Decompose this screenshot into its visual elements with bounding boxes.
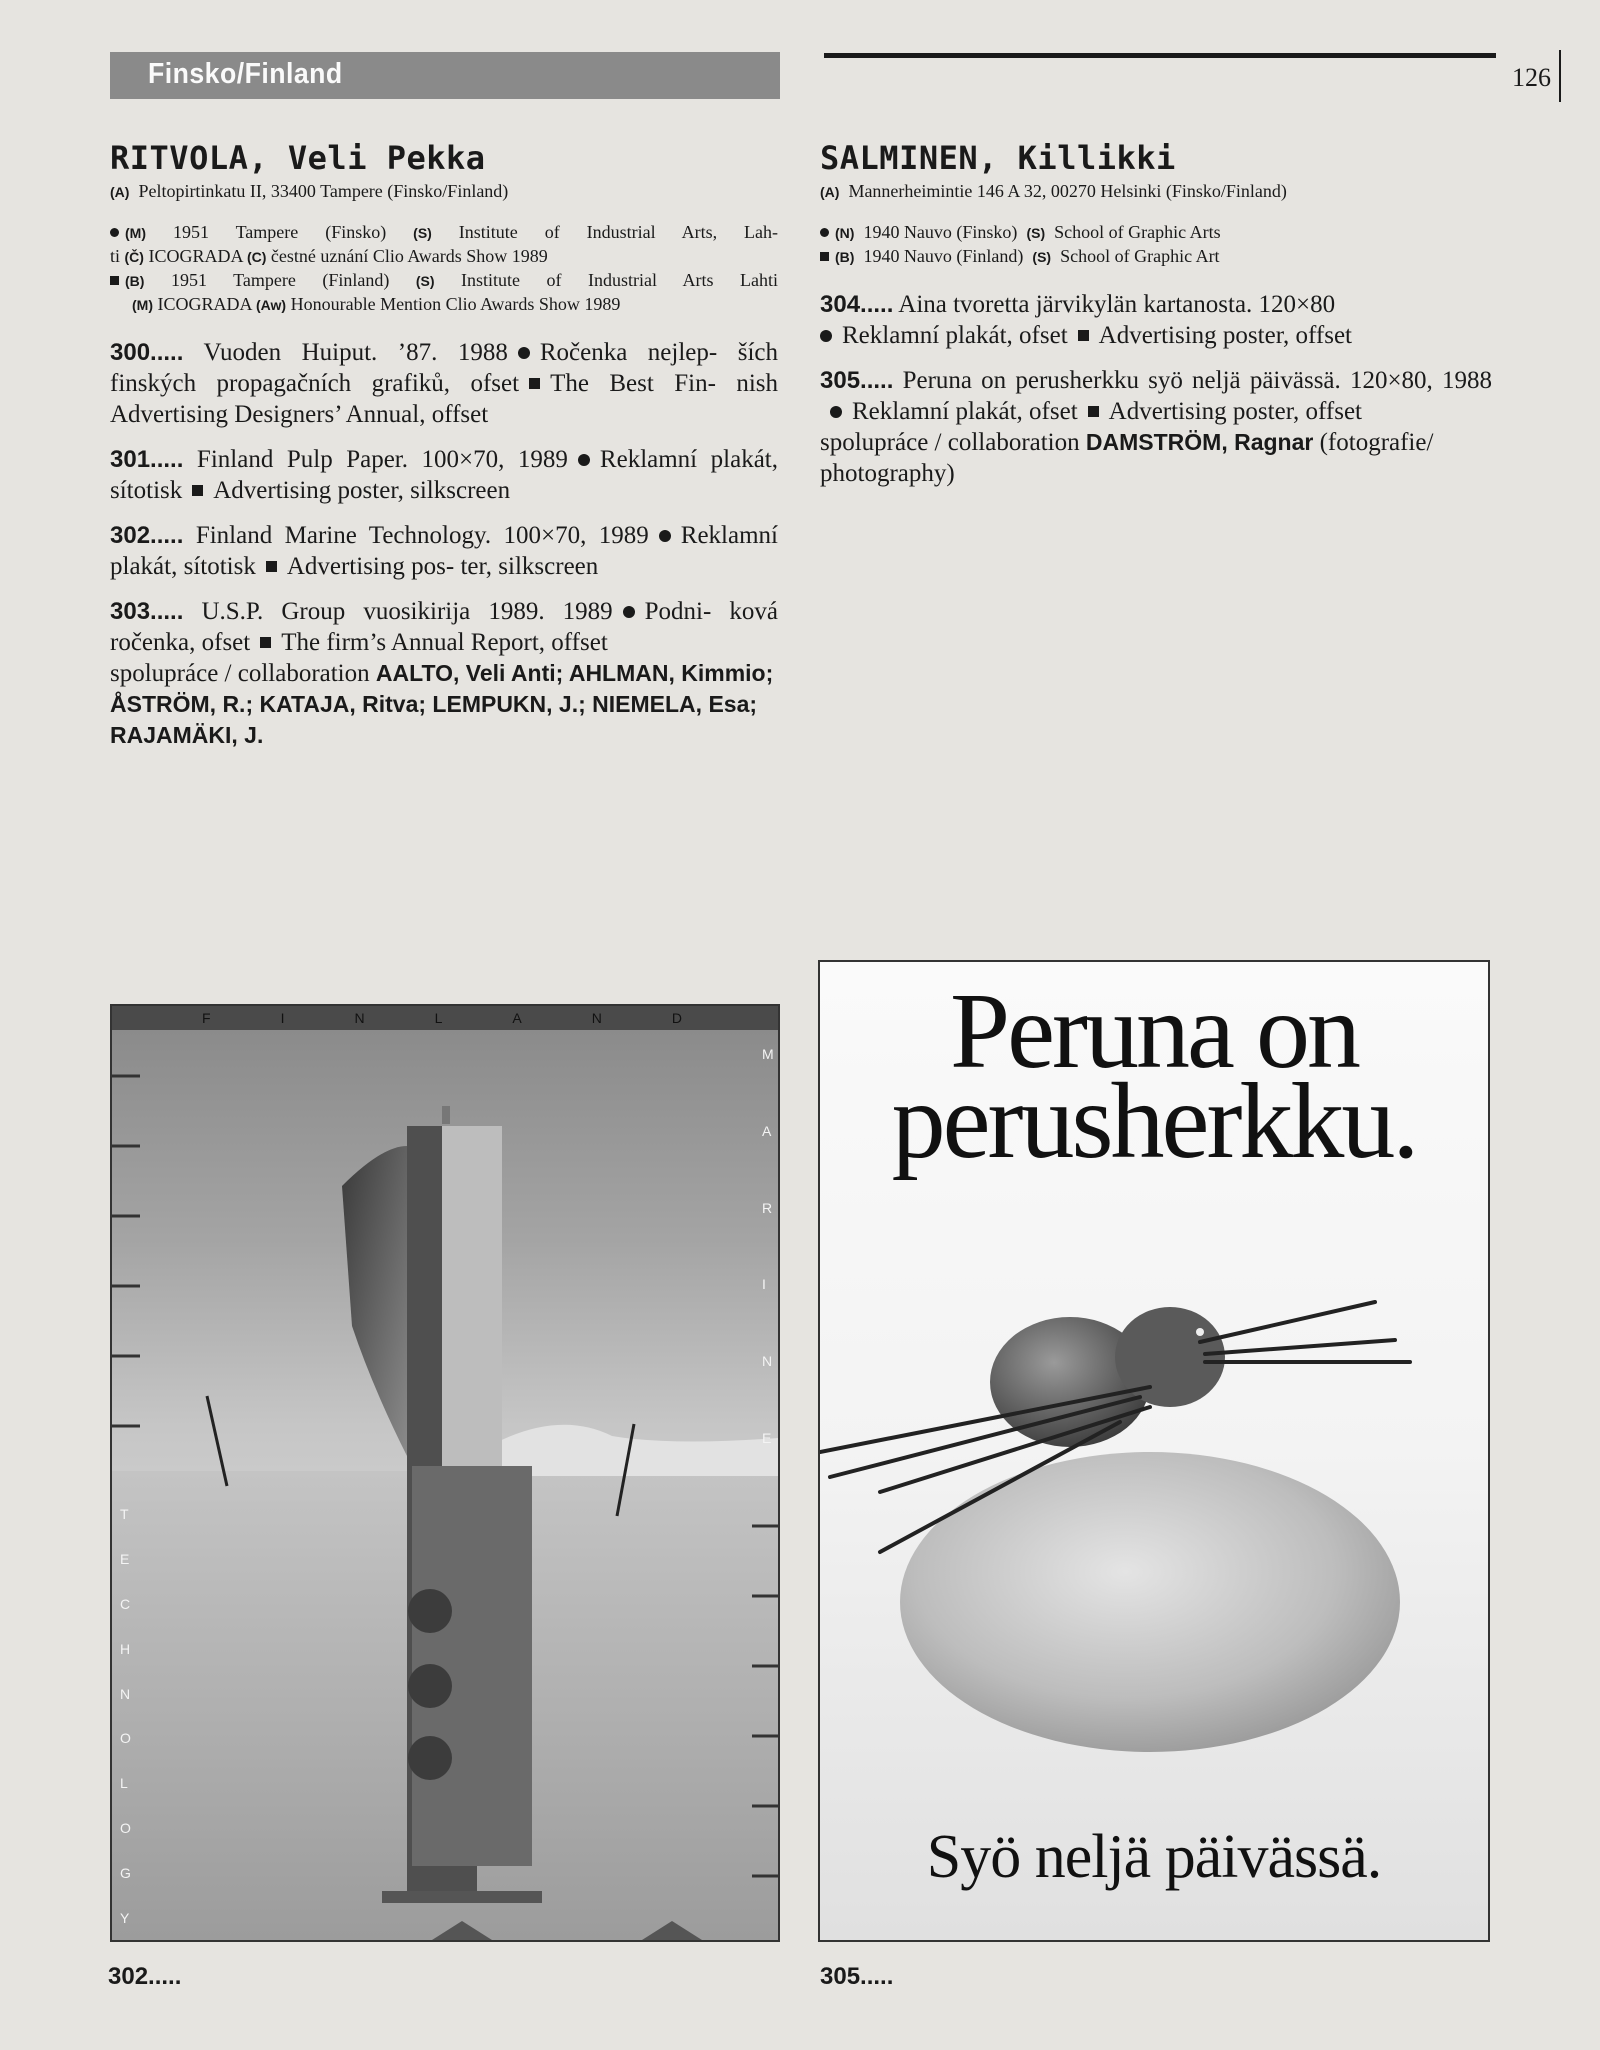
designer-name: SALMINEN, Killikki <box>820 139 1176 177</box>
work-entry-302: 302..... Finland Marine Technology. 100×70, 1989 Reklamní plakát, sítotisk Advertising pos- ter, silkscreen <box>110 522 778 580</box>
work-entry-305: 305..... Peruna on perusherkku syö neljä päivässä. 120×80, 1988Reklamní plakát, ofset Advertising poster, offset <box>820 367 1492 425</box>
page-number: 126 <box>1512 63 1551 92</box>
work-entry-303: 303..... U.S.P. Group vuosikirija 1989. 1989 Podni- ková ročenka, ofset The firm’s Annual Report, offset <box>110 598 779 656</box>
designer-bio: (N) 1940 Nauvo (Finsko) (S) School of Graphic Arts (B) 1940 Nauvo (Finland) (S) School of Graphic Art <box>820 221 1492 269</box>
designer-address: (A) Peltopirtinkatu II, 33400 Tampere (Finsko/Finland) <box>110 181 509 201</box>
designer-entry-salminen <box>820 138 1492 489</box>
poster-tagline: Syö neljä päivässä. <box>926 1823 1382 1891</box>
designer-entry-ritvola <box>110 138 778 751</box>
poster-right-lettering: M A R I N E <box>762 1046 774 1446</box>
work-entry-300: 300..... Vuoden Huiput. ’87. 1988 Ročenka nejlep- ších finských propagačních grafiků, ofset The Best Fin- nish Advertising Designers’ Annual, offset <box>110 339 778 428</box>
work-entry-301: 301..... Finland Pulp Paper. 100×70, 1989 Reklamní plakát, sítotisk Advertising poster, silkscreen <box>110 446 779 504</box>
section-title: Finsko/Finland <box>148 58 343 90</box>
collaboration-303: spolupráce / collaboration AALTO, Veli Anti; AHLMAN, Kimmio; ÅSTRÖM, R.; KATAJA, Ritva; LEMPUKN, J.; NIEMELA, Esa; RAJAMÄKI, J. <box>110 660 774 748</box>
top-rule <box>824 53 1496 58</box>
figure-caption-302: 302..... <box>108 1963 182 1990</box>
figure-caption-305: 305..... <box>820 1963 894 1990</box>
page-number-bar <box>1559 50 1561 102</box>
work-entry-304: 304..... Aina tvoretta järvikylän kartanosta. 120×80 Reklamní plakát, ofset Advertising poster, offset <box>820 291 1352 349</box>
designer-name: RITVOLA, Veli Pekka <box>110 139 486 177</box>
poster-peruna-on-perusherkku <box>818 960 1490 1942</box>
collaboration-305: spolupráce / collaboration DAMSTRÖM, Ragnar (fotografie/ photography) <box>820 429 1434 487</box>
poster-headline-1: Peruna on <box>950 972 1358 1091</box>
poster-artwork <box>112 1006 778 1940</box>
designer-bio: (M) 1951 Tampere (Finsko) (S) Institute of Industrial Arts, Lah- ti (Č) ICOGRADA (C) čestné uznání Clio Awards Show 1989 (B) 1951 Tampere (Finland) (S) Institute of Industrial Arts Lahti (M) ICOGRADA (Aw) Honourable Mention Clio Awards Show 1989 <box>110 222 779 314</box>
poster-left-lettering: T E C H N O L O G Y <box>120 1506 131 1926</box>
designer-address: (A) Mannerheimintie 146 A 32, 00270 Helsinki (Finsko/Finland) <box>820 181 1287 201</box>
czech-bullet-icon <box>820 228 829 237</box>
czech-bullet-icon <box>110 228 119 237</box>
potato-photo <box>820 1262 1488 1762</box>
english-square-icon <box>110 276 119 285</box>
section-header <box>110 52 780 99</box>
english-square-icon <box>820 252 829 261</box>
poster-headline-2: perusherkku. <box>891 1062 1417 1181</box>
poster-finland-marine-technology <box>110 1004 780 1942</box>
poster-top-lettering: F I N L A N D <box>202 1010 682 1026</box>
